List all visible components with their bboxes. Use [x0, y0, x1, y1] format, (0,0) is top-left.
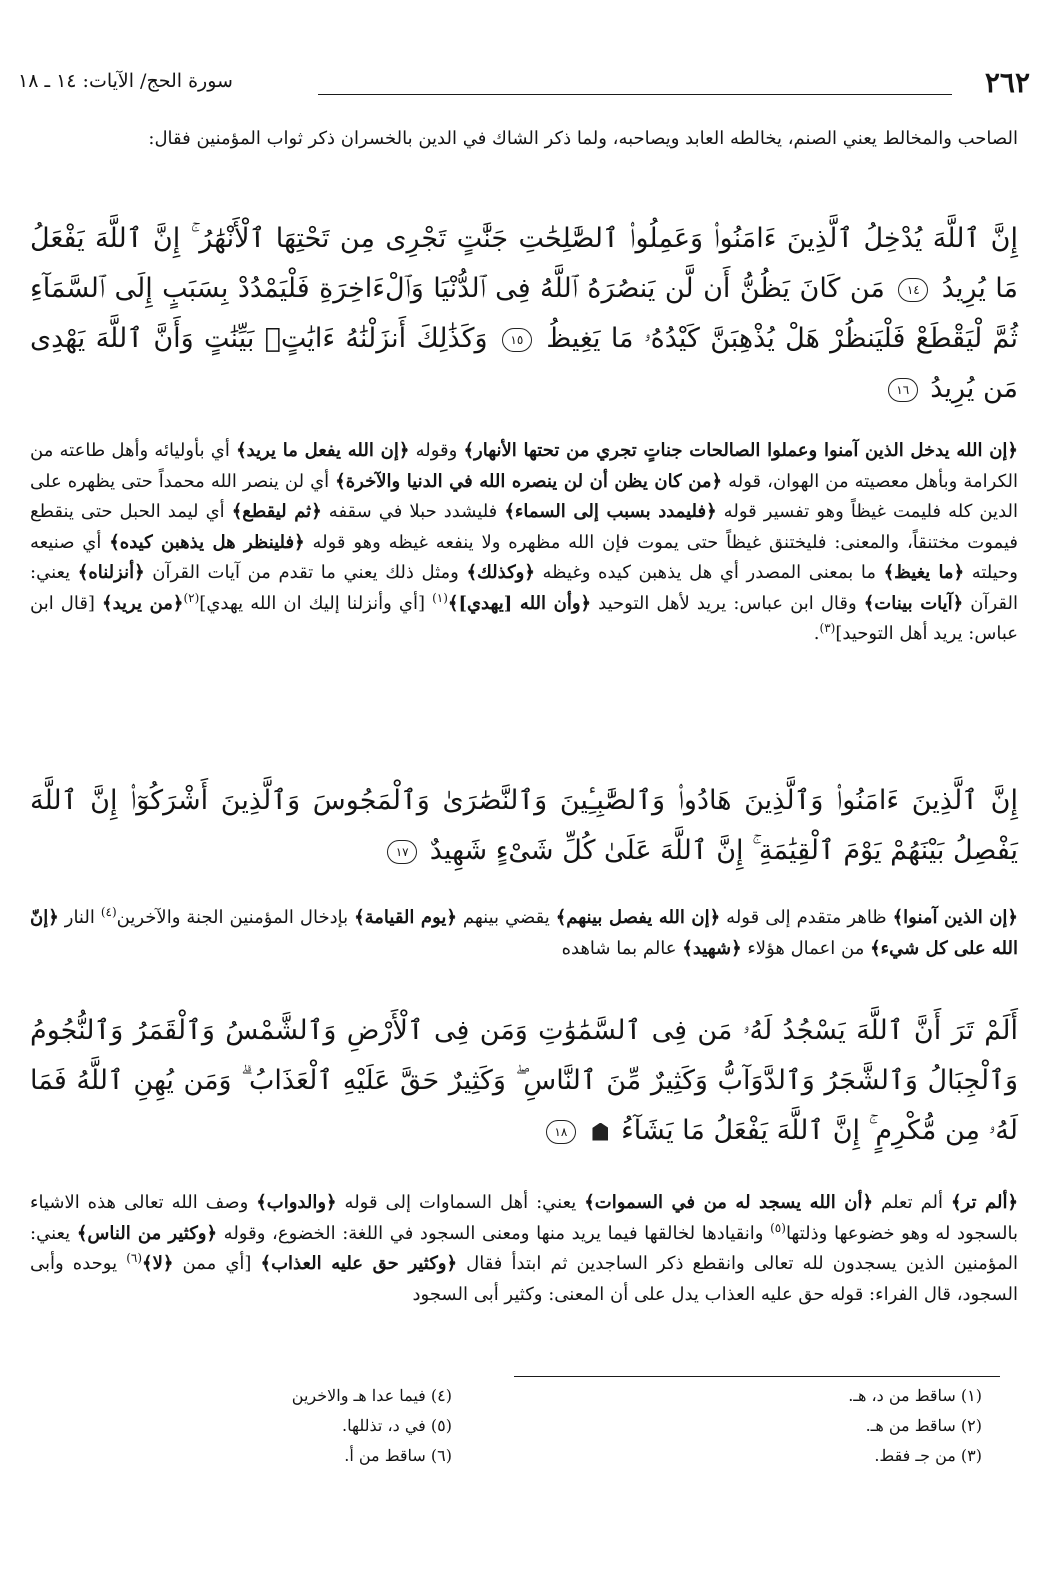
commentary-text: [أي وأنزلنا إليك ان الله يهدي] — [199, 592, 433, 614]
quoted-verse: ﴿آيات بينات﴾ — [863, 592, 964, 614]
quoted-verse: ﴿إن الله يفعل ما يريد﴾ — [236, 440, 410, 461]
footnote-1: (١) ساقط من د، هـ. — [848, 1386, 982, 1405]
commentary-text: أي بأوليائه وأهل طاعته من الكرامة وبأهل معصيته من الهوان، قوله — [30, 440, 1018, 492]
commentary-text: النار — [58, 907, 101, 928]
sajdah-mark-icon — [592, 1123, 608, 1141]
footnote-separator — [514, 1376, 1000, 1377]
commentary-text: ومثل ذلك يعني ما تقدم من آيات القرآن — [144, 562, 467, 583]
commentary-verses-14-16 — [30, 436, 1018, 650]
commentary-text: أي ليمد الحبل حتى ينقطع فيموت مختنقاً، والمعنى: فليختنق غيظاً حتى يموت فإن الله مظهره ولا ينفعه غيظه وهو قوله — [30, 501, 1018, 553]
footnote-5: (٥) في د، تذللها. — [342, 1416, 452, 1435]
quoted-verse: ﴿والدواب﴾ — [256, 1192, 337, 1213]
page-header — [18, 66, 1030, 106]
commentary-text: ما بمعنى المصدر أي هل يذهبن كيده وغيظه — [534, 562, 884, 583]
commentary-verse-17 — [30, 903, 1018, 964]
ayah-17-marker: ١٧ — [387, 840, 417, 864]
footnote-ref-3: (٣) — [819, 621, 836, 635]
commentary-text: يقضي بينهم — [456, 907, 556, 928]
commentary-text: يعني: أهل السماوات إلى قوله — [336, 1192, 585, 1213]
commentary-text: من اعمال هؤلاء — [741, 937, 871, 959]
footnotes — [82, 1386, 982, 1476]
quoted-verse: ﴿إن الذين آمنوا﴾ — [892, 907, 1018, 928]
quoted-verse: ﴿فلينظر هل يذهبن كيده﴾ — [109, 531, 305, 553]
verse-16-text: وَكَذَٰلِكَ أَنزَلْنَٰهُ ءَايَٰتٍۭ بَيِّنَٰتٍ وَأَنَّ ٱللَّهَ يَهْدِى مَن يُرِيدُ — [30, 323, 1018, 404]
quoted-verse: ﴿من يريد﴾ — [102, 592, 184, 614]
running-head: سورة الحج/ الآيات: ١٤ ـ ١٨ — [18, 70, 233, 92]
quoted-verse: ﴿ألم تر﴾ — [951, 1192, 1018, 1213]
verse-17-text: إِنَّ ٱلَّذِينَ ءَامَنُوا۟ وَٱلَّذِينَ هَادُوا۟ وَٱلصَّٰبِـِٔينَ وَٱلنَّصَٰرَىٰ وَٱلْمَجُوسَ وَٱلَّذِينَ أَشْرَكُوٓا۟ إِنَّ ٱللَّهَ يَفْصِلُ بَيْنَهُمْ يَوْمَ ٱلْقِيَٰمَةِ ۚ إِنَّ ٱللَّهَ عَلَىٰ كُلِّ شَىْءٍ شَهِيدٌ — [30, 785, 1018, 866]
quoted-verse: ﴿لا﴾ — [142, 1253, 174, 1274]
intro-paragraph — [30, 124, 1018, 155]
footnote-ref-5: (٥) — [770, 1220, 786, 1235]
commentary-text: يوحده وأبى السجود، قال الفراء: قوله حق عليه العذاب يدل على أن المعنى: وكثير أبى السجود — [30, 1253, 1018, 1305]
verse-block-17 — [30, 776, 1018, 876]
commentary-text: ألم تعلم — [873, 1192, 951, 1213]
quoted-verse: ﴿وكثير من الناس﴾ — [76, 1222, 218, 1244]
footnote-2: (٢) ساقط من هـ. — [865, 1416, 982, 1435]
quoted-verse: ﴿إن الله يدخل الذين آمنوا وعملوا الصالحات جناتٍ تجري من تحتها الأنهار﴾ — [463, 440, 1018, 461]
quoted-verse: ﴿وكذلك﴾ — [466, 562, 535, 583]
quoted-verse: ﴿إن الله يفصل بينهم﴾ — [555, 907, 721, 928]
verse-block-14-16 — [30, 214, 1018, 414]
intro-text: الصاحب والمخالط يعني الصنم، يخالطه العابد ويصاحبه، ولما ذكر الشاك في الدين بالخسران ذكر ثواب المؤمنين فقال: — [148, 128, 1018, 149]
page-number: ٢٦٢ — [984, 66, 1030, 99]
quoted-verse: ﴿أن الله يسجد له من في السموات﴾ — [584, 1192, 874, 1213]
quoted-verse: ﴿إنّ الله على كل شيء﴾ — [30, 907, 1018, 959]
commentary-text: يعني: القرآن — [30, 562, 1019, 614]
quoted-verse: ﴿ثم ليقطع﴾ — [231, 501, 322, 522]
commentary-text: يعني: المؤمنين الذين يسجدون لله تعالى وانقطع ذكر الساجدين ثم ابتدأ فقال — [30, 1222, 1018, 1274]
quoted-verse: ﴿ما يغيظ﴾ — [883, 562, 965, 583]
footnote-ref-6: (٦) — [126, 1251, 143, 1265]
quoted-verse: ﴿وكثير حق عليه العذاب﴾ — [260, 1253, 458, 1274]
footnote-6: (٦) ساقط من أ. — [344, 1446, 452, 1465]
ayah-14-marker: ١٤ — [898, 278, 928, 302]
quoted-verse: ﴿أنزلناه﴾ — [77, 562, 145, 583]
footnote-4: (٤) فيما عدا هـ والاخرين — [291, 1386, 452, 1405]
quoted-verse: ﴿فليمدد بسبب إلى السماء﴾ — [504, 501, 717, 522]
footnote-ref-1: (١) — [432, 590, 448, 605]
commentary-text: وقال ابن عباس: يريد لأهل التوحيد — [591, 592, 864, 614]
commentary-text: أي صنيعه وحيلته — [30, 531, 1018, 583]
ayah-16-marker: ١٦ — [888, 378, 918, 402]
commentary-text: بإدخال المؤمنين الجنة والآخرين — [116, 907, 355, 928]
footnote-3: (٣) من جـ فقط. — [874, 1446, 982, 1465]
commentary-text: [قال ابن عباس: يريد أهل التوحيد] — [30, 592, 1018, 644]
ayah-15-marker: ١٥ — [502, 328, 532, 352]
commentary-text: ظاهر متقدم إلى قوله — [720, 907, 893, 928]
commentary-text: عالم بما شاهده — [561, 937, 683, 959]
quoted-verse: ﴿من كان يظن أن لن ينصره الله في الدنيا والآخرة﴾ — [335, 470, 723, 492]
commentary-verse-18 — [30, 1188, 1018, 1310]
header-rule — [318, 94, 952, 95]
quoted-verse: ﴿شهيد﴾ — [682, 937, 742, 959]
footnote-ref-4: (٤) — [100, 905, 117, 919]
verse-18-text: أَلَمْ تَرَ أَنَّ ٱللَّهَ يَسْجُدُ لَهُۥ مَن فِى ٱلسَّمَٰوَٰتِ وَمَن فِى ٱلْأَرْضِ وَٱلشَّمْسُ وَٱلْقَمَرُ وَٱلنُّجُومُ وَٱلْجِبَالُ وَٱلشَّجَرُ وَٱلدَّوَآبُّ وَكَثِيرٌ مِّنَ ٱلنَّاسِ ۖ وَكَثِيرٌ حَقَّ عَلَيْهِ ٱلْعَذَابُ ۗ وَمَن يُهِنِ ٱللَّهُ فَمَا لَهُۥ مِن مُّكْرِمٍ ۚ إِنَّ ٱللَّهَ يَفْعَلُ مَا يَشَآءُ — [30, 1015, 1018, 1146]
commentary-text: أي لن ينصر الله محمداً حتى يظهره على الدين كله فليمت غيظاً وهو تفسير قوله — [30, 470, 1019, 522]
verse-block-18 — [30, 1006, 1018, 1156]
commentary-text: فليشدد حبلا في سقفه — [321, 501, 505, 522]
ayah-18-marker: ١٨ — [546, 1120, 576, 1144]
quoted-verse: ﴿وأن الله [يهدي]﴾ — [447, 592, 592, 614]
footnote-ref-2: (٢) — [183, 590, 200, 605]
commentary-text: وصف الله تعالى هذه الاشياء بالسجود له وهو خضوعها وذلتها — [30, 1192, 1018, 1244]
commentary-text: وانقيادها لخالقها فيما يريد منها ومعنى السجود في اللغة: الخضوع، وقوله — [217, 1222, 771, 1244]
quoted-verse: ﴿يوم القيامة﴾ — [354, 907, 457, 928]
commentary-text: . — [813, 623, 820, 644]
verse-14-text: إِنَّ ٱللَّهَ يُدْخِلُ ٱلَّذِينَ ءَامَنُوا۟ وَعَمِلُوا۟ ٱلصَّٰلِحَٰتِ جَنَّٰتٍ تَجْرِى مِن تَحْتِهَا ٱلْأَنْهَٰرُ ۚ إِنَّ ٱللَّهَ يَفْعَلُ مَا يُرِيدُ — [30, 223, 1018, 304]
commentary-text: [أي ممن — [173, 1253, 261, 1274]
commentary-text: وقوله — [409, 440, 464, 461]
verse-15-text: مَن كَانَ يَظُنُّ أَن لَّن يَنصُرَهُ ٱللَّهُ فِى ٱلدُّنْيَا وَٱلْءَاخِرَةِ فَلْيَمْدُدْ بِسَبَبٍ إِلَى ٱلسَّمَآءِ ثُمَّ لْيَقْطَعْ فَلْيَنظُرْ هَلْ يُذْهِبَنَّ كَيْدُهُۥ مَا يَغِيظُ — [30, 273, 1019, 354]
